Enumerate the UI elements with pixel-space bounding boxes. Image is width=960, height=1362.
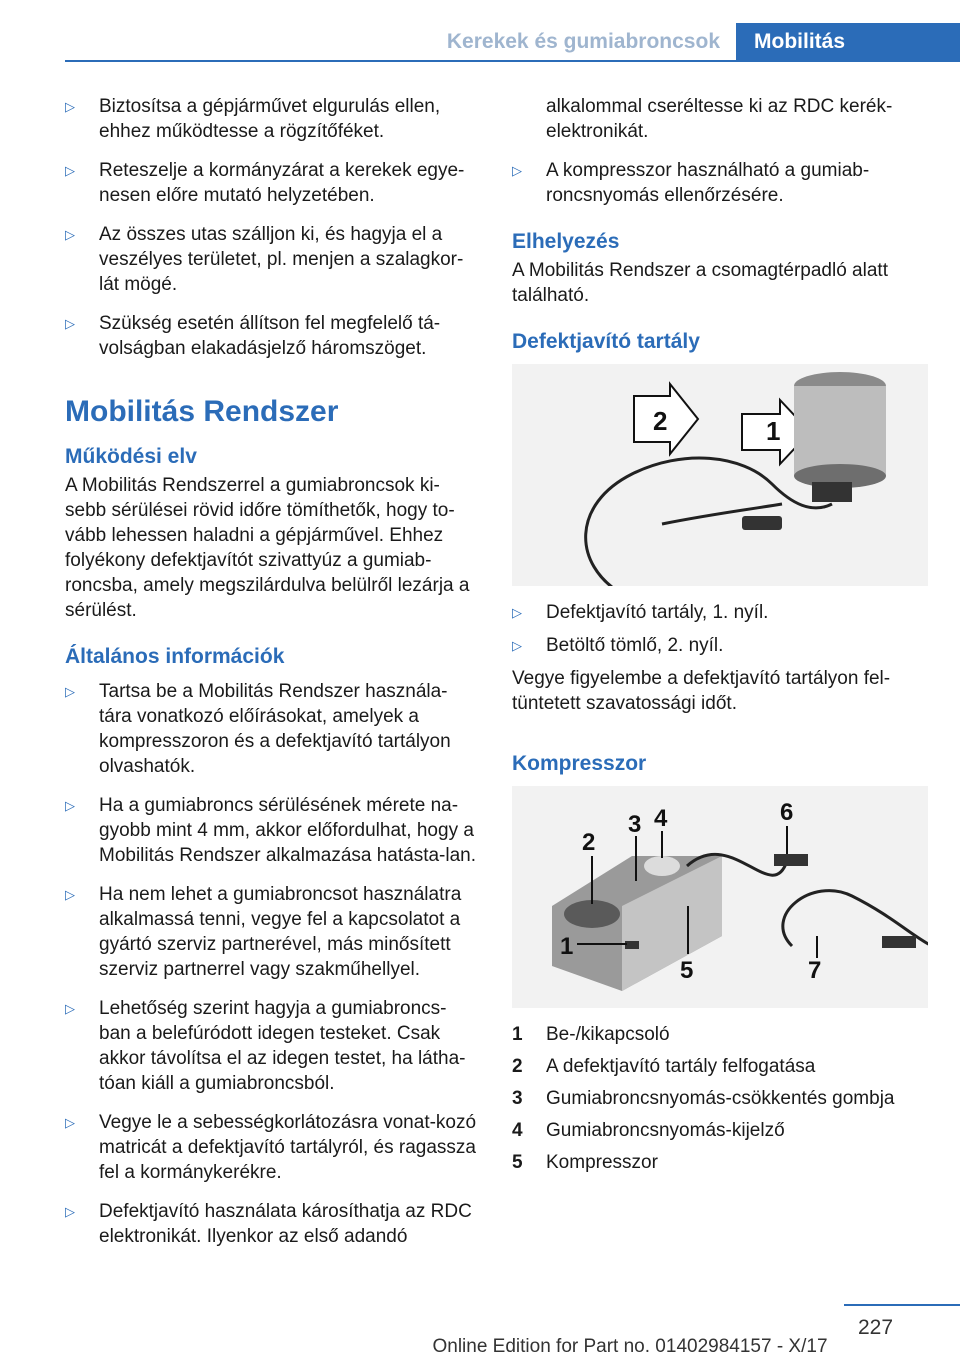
page-number: 227: [858, 1316, 894, 1339]
legend-item: 5 Kompresszor: [512, 1152, 658, 1173]
canister-valve: [812, 482, 852, 502]
fig2-label-3: 3: [628, 811, 642, 838]
triangle-bullet-icon: ▷: [65, 163, 75, 178]
legend-item: 2 A defektjavító tartály felfogatása: [512, 1056, 816, 1077]
triangle-bullet-icon: ▷: [65, 887, 75, 902]
fig1-label-2: 2: [653, 406, 668, 436]
triangle-bullet-icon: ▷: [65, 316, 75, 331]
triangle-bullet-icon: ▷: [512, 605, 522, 620]
legend-item: 4 Gumiabroncsnyomás-kijelző: [512, 1120, 785, 1141]
location-paragraph: A Mobilitás Rendszer a csomagtérpadló alatt található.: [512, 260, 888, 306]
triangle-bullet-icon: ▷: [65, 798, 75, 813]
footer-rule: [844, 1304, 960, 1306]
triangle-bullet-icon: ▷: [65, 1115, 75, 1130]
list-item: ▷ Szükség esetén állítson fel megfelelő tá-volságban elakadásjelző háromszöget.: [65, 313, 441, 359]
subheading-principle: Működési elv: [65, 445, 197, 468]
right-column: [512, 94, 928, 1182]
list-item: ▷ Tartsa be a Mobilitás Rendszer használa-tára vonatkozó előírásokat, amelyek a kompresszoron és a defektjavító tartályon olvashatók.: [65, 681, 451, 777]
list-item: ▷ A kompresszor használható a gumiab-roncsnyomás ellenőrzésére.: [512, 160, 870, 206]
subheading-compressor: Kompresszor: [512, 752, 647, 775]
triangle-bullet-icon: ▷: [65, 684, 75, 699]
triangle-bullet-icon: ▷: [65, 1204, 75, 1219]
list-item: ▷ Ha nem lehet a gumiabroncsot használatra alkalmassá tenni, vegye fel a kapcsolatot a gyártó szerviz partnerével, más minősített szerviz partnerrel vagy szakműhellyel.: [65, 884, 462, 980]
fig2-label-6: 6: [780, 799, 794, 826]
list-item: ▷ Biztosítsa a gépjárművet elgurulás ellen, ehhez működtesse a rögzítőféket.: [65, 96, 441, 142]
triangle-bullet-icon: ▷: [65, 1001, 75, 1016]
subheading-container: Defektjavító tartály: [512, 330, 700, 353]
container-illustration: [512, 364, 928, 586]
list-item: ▷ Lehetőség szerint hagyja a gumiabroncs-ban a belefúródott idegen testeket. Csak akkor távolítsa el az idegen testet, ha látha-tóan kiáll a gumiabroncsból.: [65, 998, 466, 1094]
hose-7-valve: [882, 936, 916, 948]
fig2-label-7: 7: [808, 957, 822, 984]
triangle-bullet-icon: ▷: [65, 227, 75, 242]
list-item-continuation: alkalommal cseréltesse ki az RDC kerék-elektronikát.: [546, 96, 893, 142]
fig2-label-1: 1: [560, 933, 574, 960]
legend-item: 1 Be-/kikapcsoló: [512, 1024, 670, 1045]
container-note: Vegye figyelembe a defektjavító tartályon fel-tüntetett szavatossági időt.: [512, 668, 891, 714]
header-rule: [65, 60, 960, 62]
compressor-illustration: [512, 786, 928, 1008]
canister-body: [794, 386, 886, 476]
left-column: [65, 94, 477, 1263]
list-item: ▷ Az összes utas szálljon ki, és hagyja el a veszélyes területet, pl. menjen a szalagkor-lát mögé.: [65, 224, 464, 295]
subheading-general: Általános információk: [65, 645, 285, 668]
list-item: ▷ Defektjavító tartály, 1. nyíl.: [512, 602, 769, 623]
fig2-label-5: 5: [680, 957, 694, 984]
container-figure: [512, 364, 928, 586]
pressure-gauge: [644, 856, 680, 876]
subheading-location: Elhelyezés: [512, 230, 620, 253]
principle-paragraph: A Mobilitás Rendszerrel a gumiabroncsok ki-sebb sérülései rövid időre tömíthetők, hogy to-vább lehessen haladni a gépjárművel. Ehhez folyékony defektjavítót szivattyúz a gumiab-roncsba, amely megszilárdulva belülről lezárja a sérülést.: [65, 475, 470, 621]
header-section: Kerekek és gumiabroncsok: [446, 30, 720, 53]
hose-6-valve: [774, 854, 808, 866]
compressor-figure: [512, 786, 928, 1008]
list-item: ▷ Defektjavító használata károsíthatja az RDC elektronikát. Ilyenkor az első adandó: [65, 1201, 472, 1247]
fig2-label-2: 2: [582, 829, 596, 856]
edition-footer: Online Edition for Part no. 01402984157 - X/17: [432, 1336, 828, 1357]
hose-valve: [742, 516, 782, 530]
list-item: ▷ Betöltő tömlő, 2. nyíl.: [512, 635, 724, 656]
header-chapter: Mobilitás: [736, 23, 960, 61]
list-item: ▷ Vegye le a sebességkorlátozásra vonat-kozó matricát a defektjavító tartályról, és ragassza fel a kormánykerékre.: [65, 1112, 477, 1183]
legend-item: 3 Gumiabroncsnyomás-csökkentés gombja: [512, 1088, 895, 1109]
section-title: Mobilitás Rendszer: [65, 395, 339, 428]
fig2-label-4: 4: [654, 805, 668, 832]
fig1-label-1: 1: [766, 416, 781, 446]
power-switch: [625, 941, 639, 949]
container-mount: [564, 900, 620, 928]
list-item: ▷ Ha a gumiabroncs sérülésének mérete na-gyobb mint 4 mm, akkor előfordulhat, hogy a Mobilitás Rendszer alkalmazása hatásta-lan.: [65, 795, 477, 866]
triangle-bullet-icon: ▷: [65, 99, 75, 114]
list-item: ▷ Reteszelje a kormányzárat a kerekek egye-nesen előre mutató helyzetében.: [65, 160, 465, 206]
triangle-bullet-icon: ▷: [512, 638, 522, 653]
legend-list: [512, 1022, 928, 1175]
triangle-bullet-icon: ▷: [512, 163, 522, 178]
